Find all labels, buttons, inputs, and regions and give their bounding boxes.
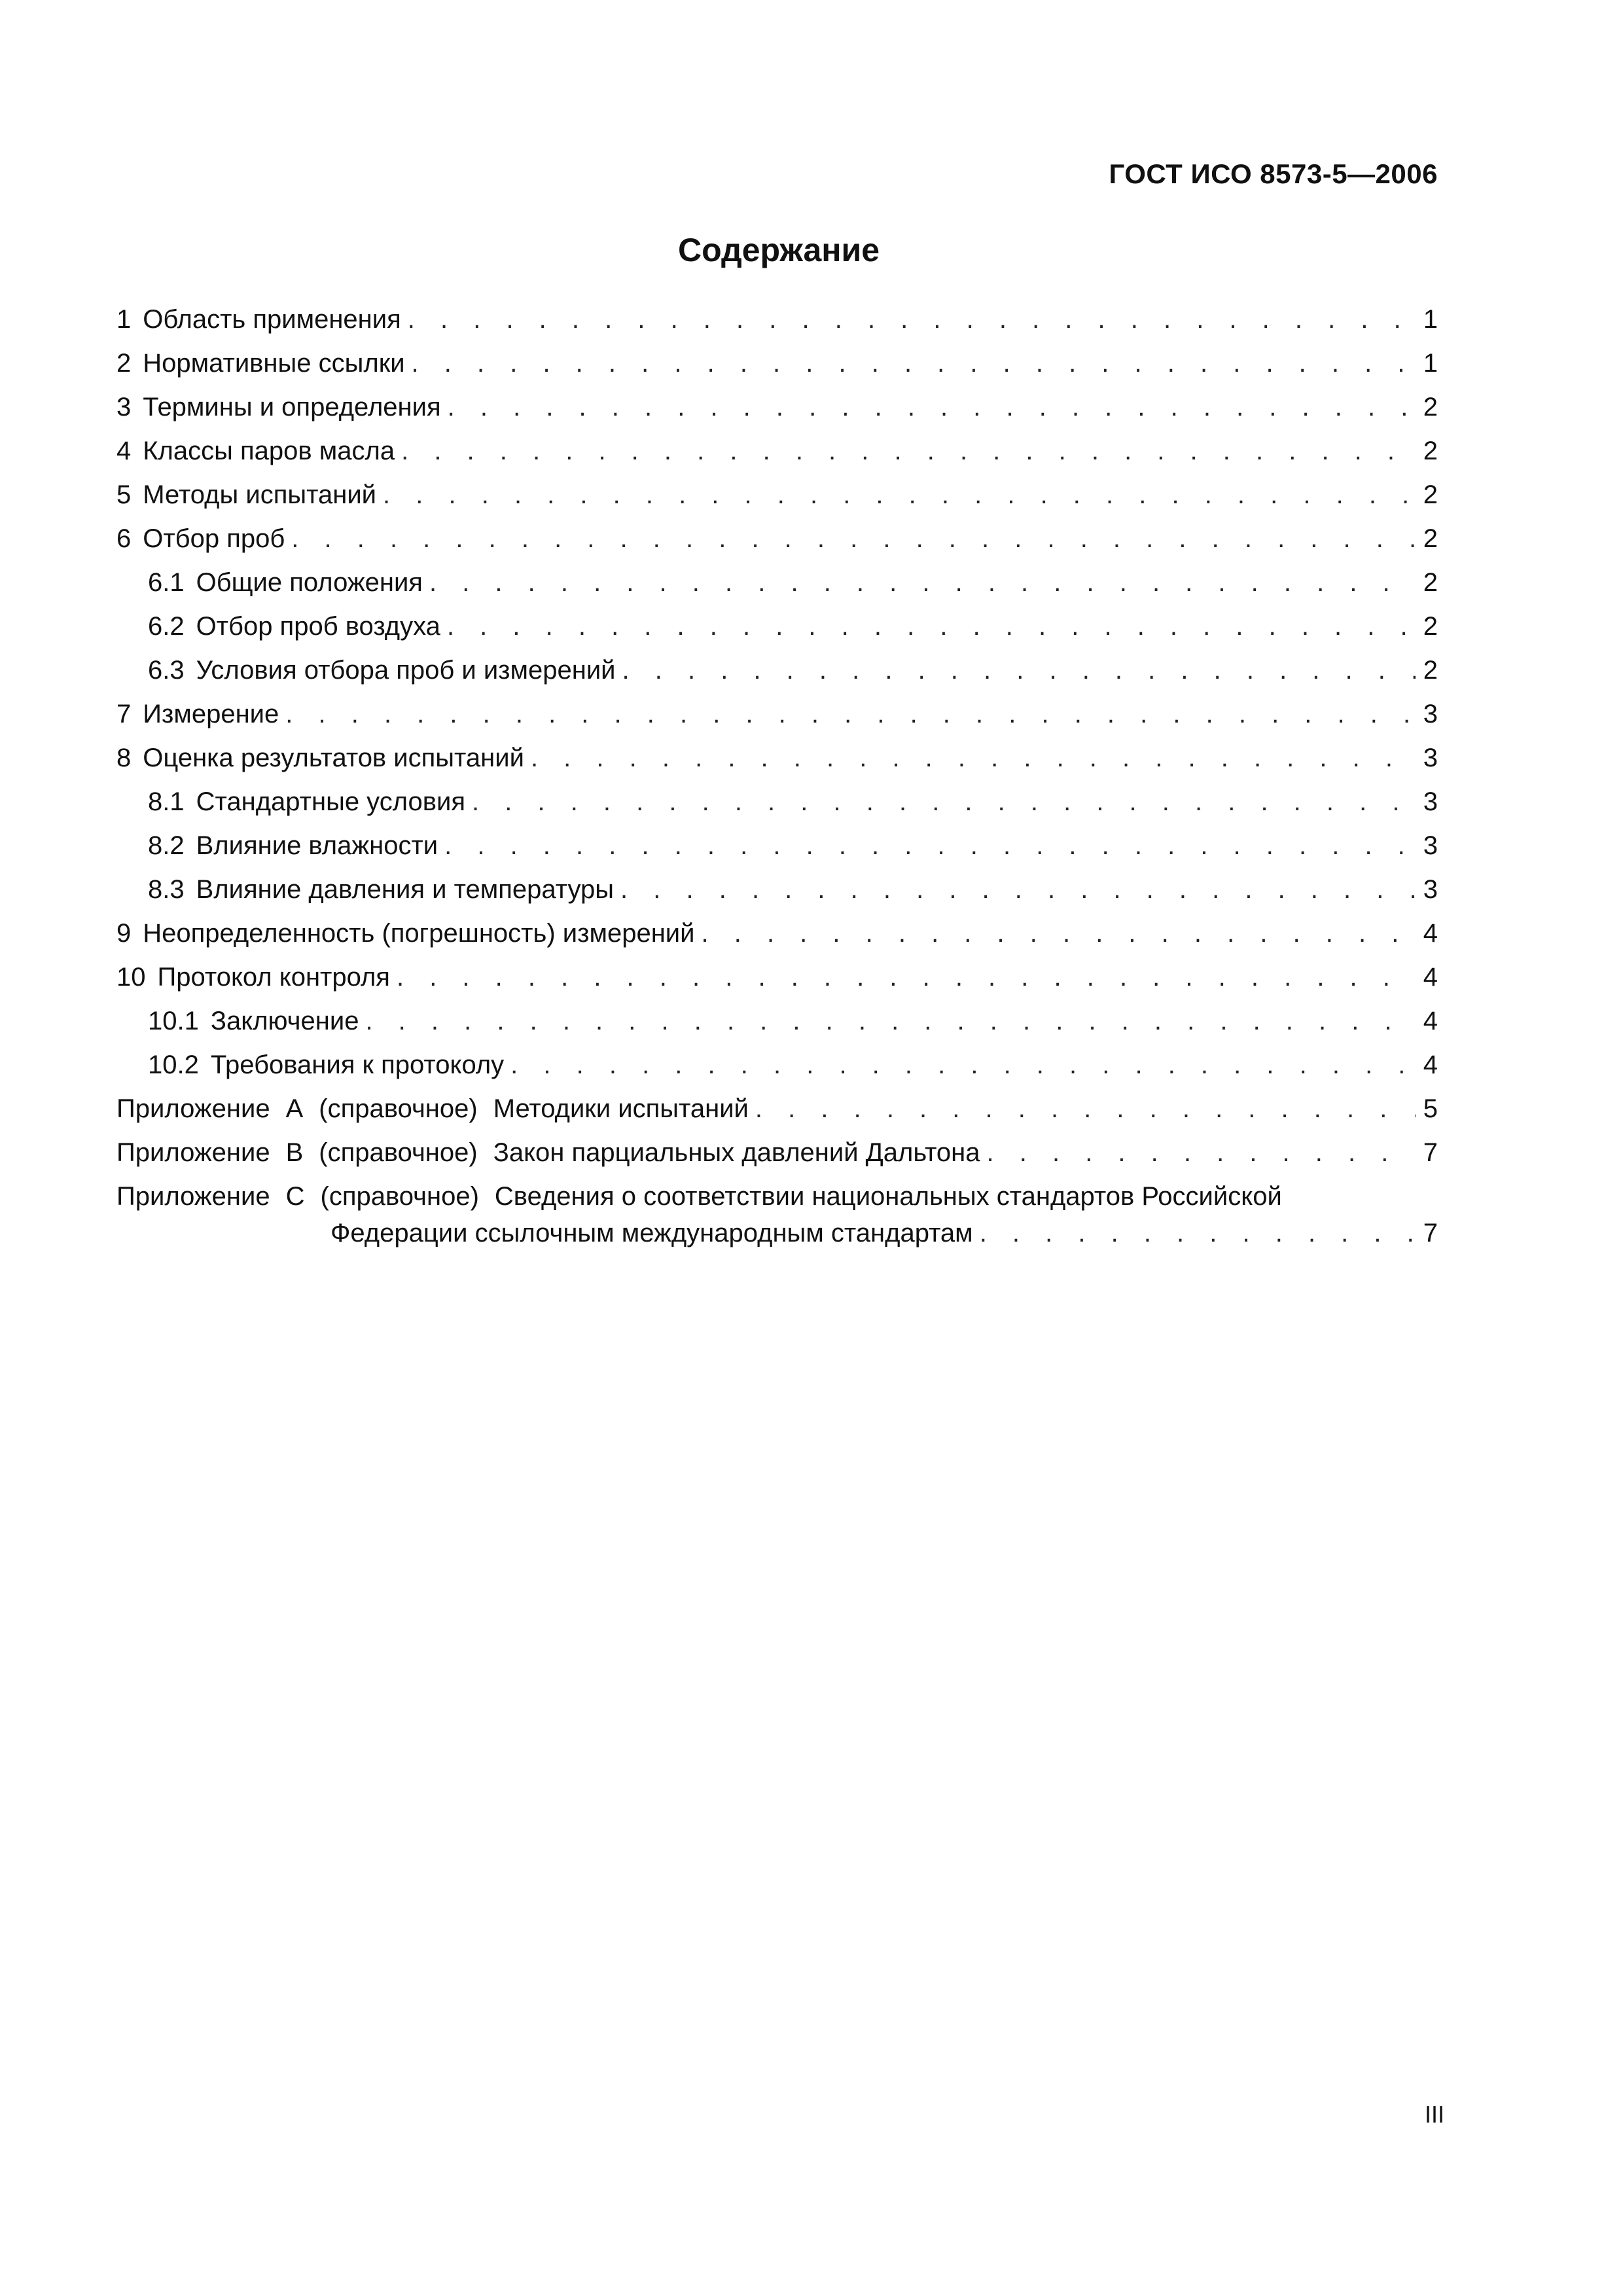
toc-entry[interactable]	[116, 692, 1438, 736]
toc-entry-page: 5	[1423, 1094, 1438, 1123]
toc-entry-number: 2	[116, 349, 132, 378]
dot-leader	[701, 912, 1416, 956]
toc-entry[interactable]	[116, 517, 1438, 561]
toc-entry-page: 4	[1423, 963, 1438, 992]
dot-leader	[401, 429, 1416, 473]
annex-type: (справочное)	[319, 1138, 478, 1167]
toc-entry-page: 4	[1423, 1050, 1438, 1079]
dot-leader	[472, 780, 1416, 824]
dot-leader	[622, 649, 1416, 692]
annex-prefix	[116, 1087, 493, 1131]
dot-leader	[620, 868, 1416, 912]
toc-entry-number: 5	[116, 480, 132, 509]
dot-leader	[980, 1214, 1416, 1252]
dot-leader	[365, 999, 1416, 1043]
dot-leader	[412, 342, 1416, 386]
toc-entry-number: 6.3	[148, 656, 185, 685]
toc-entry-title: Заключение	[210, 1007, 359, 1035]
dot-leader	[408, 298, 1416, 342]
annex-type: (справочное)	[319, 1094, 478, 1123]
document-code: ГОСТ ИСО 8573-5—2006	[1109, 158, 1438, 189]
dot-leader	[447, 605, 1416, 649]
toc-entry-number: 6.2	[148, 612, 185, 641]
toc-entry-title: Протокол контроля	[157, 963, 390, 992]
table-of-contents	[116, 298, 1438, 1252]
toc-entry-title: Методы испытаний	[143, 480, 377, 509]
toc-entry-page: 3	[1423, 875, 1438, 904]
toc-entry-number: 7	[116, 700, 132, 728]
toc-entry-page: 7	[1423, 1219, 1438, 1247]
toc-annex-entry[interactable]	[116, 1175, 1438, 1252]
annex-letter: А	[285, 1094, 304, 1123]
toc-entry-title: Термины и определения	[143, 393, 441, 422]
toc-entry-page: 4	[1423, 919, 1438, 948]
toc-entry[interactable]	[116, 342, 1438, 386]
annex-letter: В	[285, 1138, 304, 1167]
toc-entry-title: Влияние давления и температуры	[196, 875, 615, 904]
toc-annex-entry[interactable]	[116, 1131, 1438, 1175]
toc-entry-number: 4	[116, 437, 132, 465]
toc-entry-title: Влияние влажности	[196, 831, 438, 860]
toc-entry-title: Неопределенность (погрешность) измерений	[143, 919, 695, 948]
toc-entry-title: Требования к протоколу	[210, 1050, 505, 1079]
dot-leader	[291, 517, 1416, 561]
toc-entry[interactable]	[116, 956, 1438, 999]
toc-entry-page: 2	[1423, 612, 1438, 641]
toc-entry-page: 1	[1423, 305, 1438, 334]
toc-entry[interactable]	[116, 298, 1438, 342]
toc-entry-title: Оценка результатов испытаний	[143, 744, 524, 772]
toc-entry-page: 2	[1423, 393, 1438, 422]
annex-title-continuation: Федерации ссылочным международным стандартам	[330, 1219, 973, 1247]
toc-annex-entry[interactable]	[116, 1087, 1438, 1131]
toc-entry-page: 2	[1423, 568, 1438, 597]
toc-entry-number: 1	[116, 305, 132, 334]
toc-entry-page: 3	[1423, 831, 1438, 860]
annex-letter: С	[285, 1182, 305, 1211]
dot-leader	[444, 824, 1416, 868]
annex-type: (справочное)	[320, 1182, 479, 1211]
annex-first-line	[116, 1175, 1438, 1214]
toc-entry-page: 3	[1423, 787, 1438, 816]
annex-prefix	[116, 1131, 493, 1175]
annex-prefix	[116, 1175, 495, 1219]
annex-title: Закон парциальных давлений Дальтона	[493, 1138, 980, 1167]
toc-entry-number: 3	[116, 393, 132, 422]
toc-entry-number: 9	[116, 919, 132, 948]
annex-title: Методики испытаний	[493, 1094, 749, 1123]
annex-continuation-line	[116, 1214, 1438, 1252]
toc-entry-number: 6	[116, 524, 132, 553]
dot-leader	[448, 386, 1416, 429]
toc-entry-number: 8.3	[148, 875, 185, 904]
toc-entry-title: Отбор проб	[143, 524, 285, 553]
toc-subentry[interactable]	[116, 605, 1438, 649]
toc-entry-page: 7	[1423, 1138, 1438, 1167]
toc-entry[interactable]	[116, 912, 1438, 956]
dot-leader	[285, 692, 1416, 736]
toc-subentry[interactable]	[116, 649, 1438, 692]
toc-entry-number: 8.2	[148, 831, 185, 860]
annex-label: Приложение	[116, 1182, 270, 1211]
toc-entry[interactable]	[116, 386, 1438, 429]
dot-leader	[383, 473, 1416, 517]
annex-label: Приложение	[116, 1094, 270, 1123]
toc-subentry[interactable]	[116, 999, 1438, 1043]
annex-label: Приложение	[116, 1138, 270, 1167]
toc-entry-page: 2	[1423, 437, 1438, 465]
dot-leader	[755, 1087, 1416, 1131]
toc-subentry[interactable]	[116, 1043, 1438, 1087]
toc-entry-number: 6.1	[148, 568, 185, 597]
toc-entry-page: 4	[1423, 1007, 1438, 1035]
toc-entry-number: 10	[116, 963, 146, 992]
toc-entry-page: 3	[1423, 744, 1438, 772]
toc-subentry[interactable]	[116, 824, 1438, 868]
dot-leader	[429, 561, 1416, 605]
toc-title: Содержание	[677, 232, 880, 268]
toc-entry[interactable]	[116, 473, 1438, 517]
toc-entry-number: 8	[116, 744, 132, 772]
toc-entry-title: Измерение	[143, 700, 279, 728]
toc-entry-title: Область применения	[143, 305, 401, 334]
page-number: III	[1424, 2101, 1444, 2128]
toc-entry-title: Отбор проб воздуха	[196, 612, 440, 641]
toc-subentry[interactable]	[116, 780, 1438, 824]
toc-subentry[interactable]	[116, 561, 1438, 605]
toc-entry-title: Условия отбора проб и измерений	[196, 656, 616, 685]
dot-leader	[397, 956, 1416, 999]
toc-entry-page: 3	[1423, 700, 1438, 728]
dot-leader	[510, 1043, 1416, 1087]
dot-leader	[987, 1131, 1416, 1175]
toc-entry-title: Классы паров масла	[143, 437, 395, 465]
toc-entry-number: 8.1	[148, 787, 185, 816]
toc-entry-page: 2	[1423, 524, 1438, 553]
annex-title: Сведения о соответствии национальных стандартов Российской	[494, 1182, 1282, 1211]
toc-entry-number: 10.1	[148, 1007, 199, 1035]
toc-entry[interactable]	[116, 429, 1438, 473]
dot-leader	[531, 736, 1416, 780]
toc-entry-page: 1	[1423, 349, 1438, 378]
toc-entry[interactable]	[116, 736, 1438, 780]
toc-entry-title: Нормативные ссылки	[143, 349, 405, 378]
toc-entry-title: Стандартные условия	[196, 787, 466, 816]
toc-entry-title: Общие положения	[196, 568, 423, 597]
toc-entry-number: 10.2	[148, 1050, 199, 1079]
toc-entry-page: 2	[1423, 480, 1438, 509]
toc-subentry[interactable]	[116, 868, 1438, 912]
toc-entry-page: 2	[1423, 656, 1438, 685]
